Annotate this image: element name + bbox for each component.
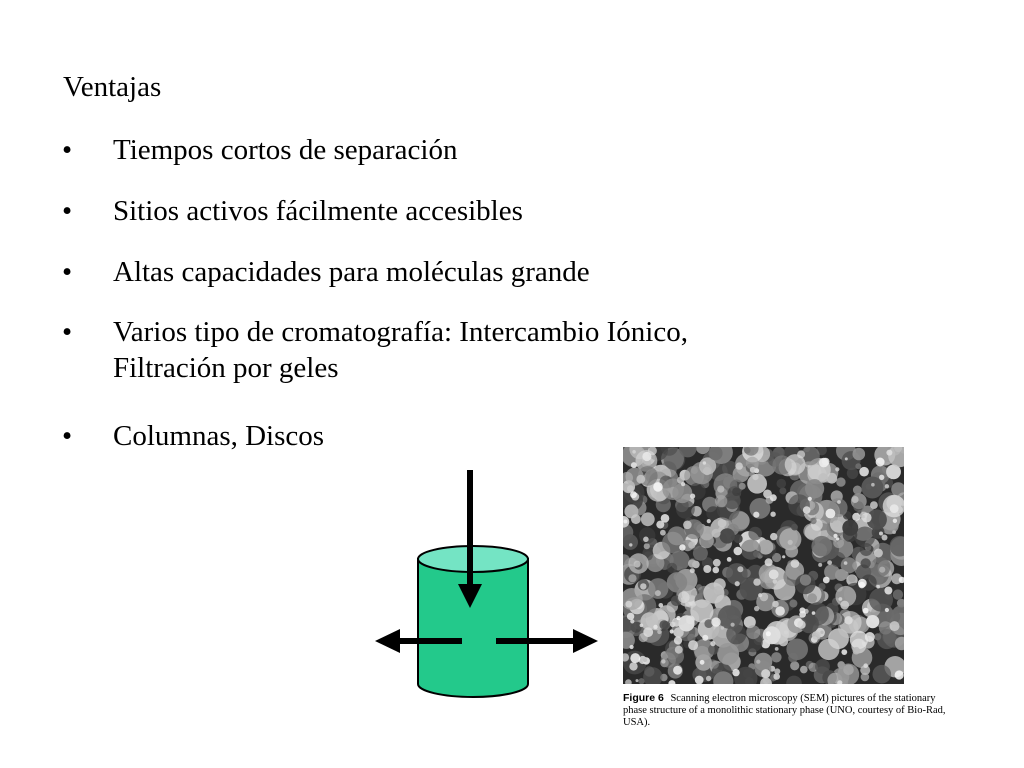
bullet-text bbox=[113, 314, 833, 386]
monolith-column-diagram bbox=[370, 462, 610, 707]
figure-caption bbox=[623, 692, 953, 729]
bullet-dot-icon: • bbox=[62, 316, 73, 348]
bullet-text: Altas capacidades para moléculas grande bbox=[113, 256, 590, 288]
bullet-text: Tiempos cortos de separación bbox=[113, 134, 458, 166]
bullet-text: Sitios activos fácilmente accesibles bbox=[113, 195, 523, 227]
bullet-dot-icon: • bbox=[62, 134, 73, 166]
bullet-dot-icon: • bbox=[62, 195, 73, 227]
downward-arrow-icon bbox=[458, 470, 482, 608]
slide-heading: Ventajas bbox=[63, 71, 162, 103]
bullet-text: Columnas, Discos bbox=[113, 420, 325, 452]
sem-micrograph-image bbox=[623, 447, 904, 684]
bullet-text-line-1: Varios tipo de cromatografía: Intercambio Iónico, bbox=[113, 316, 688, 348]
bullet-text-line-2: Filtración por geles bbox=[113, 352, 339, 384]
bullet-dot-icon: • bbox=[62, 420, 73, 452]
bullet-dot-icon: • bbox=[62, 256, 73, 288]
figure-caption-text: Scanning electron microscopy (SEM) pictures of the stationary phase structure of a monolithic stationary phase (UNO, courtesy of Bio-Rad, USA). bbox=[623, 693, 946, 728]
figure-label: Figure 6 bbox=[623, 692, 664, 704]
